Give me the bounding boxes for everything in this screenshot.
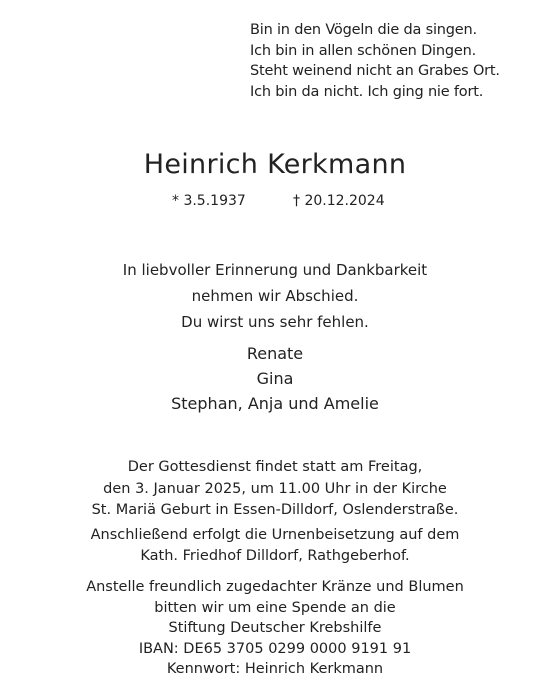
deceased-name: Heinrich Kerkmann (143, 149, 407, 180)
service-line: Der Gottesdienst findet statt am Freitag, (127, 459, 423, 475)
donation-request (0, 577, 550, 680)
donation-line: bitten wir um eine Spende an die (154, 599, 396, 616)
farewell-text (0, 257, 550, 335)
poem (250, 20, 500, 102)
iban: IBAN: DE65 3705 0299 0000 9191 91 (138, 640, 412, 657)
poem-line: Ich bin da nicht. Ich ging nie fort. (250, 83, 484, 100)
donation-line: Anstelle freundlich zugedachter Kränze und Blumen (86, 579, 464, 595)
service-line: Anschließend erfolgt die Urnenbeisetzung auf dem (90, 526, 460, 543)
service-line: Kath. Friedhof Dilldorf, Rathgeberhof. (140, 548, 410, 564)
donation-keyword: Kennwort: Heinrich Kerkmann (166, 661, 384, 677)
family-member: Gina (256, 369, 294, 388)
family-member: Renate (246, 344, 304, 363)
poem-line: Bin in den Vögeln die da singen. (250, 22, 477, 38)
family-members (0, 341, 550, 416)
service-line: St. Mariä Geburt in Essen-Dilldorf, Oslenderstraße. (91, 502, 459, 518)
birth-date: * 3.5.1937 (172, 193, 246, 209)
service-details (0, 457, 550, 568)
family-member: Stephan, Anja und Amelie (171, 394, 379, 413)
farewell-line: In liebvoller Erinnerung und Dankbarkeit (122, 261, 428, 279)
poem-line: Ich bin in allen schönen Dingen. (250, 42, 476, 59)
farewell-line: nehmen wir Abschied. (191, 287, 359, 305)
poem-line: Steht weinend nicht an Grabes Ort. (250, 63, 500, 79)
farewell-line: Du wirst uns sehr fehlen. (181, 313, 369, 331)
service-line: den 3. Januar 2025, um 11.00 Uhr in der Kirche (103, 480, 447, 497)
death-date: † 20.12.2024 (293, 193, 385, 209)
donation-line: Stiftung Deutscher Krebshilfe (168, 620, 382, 636)
